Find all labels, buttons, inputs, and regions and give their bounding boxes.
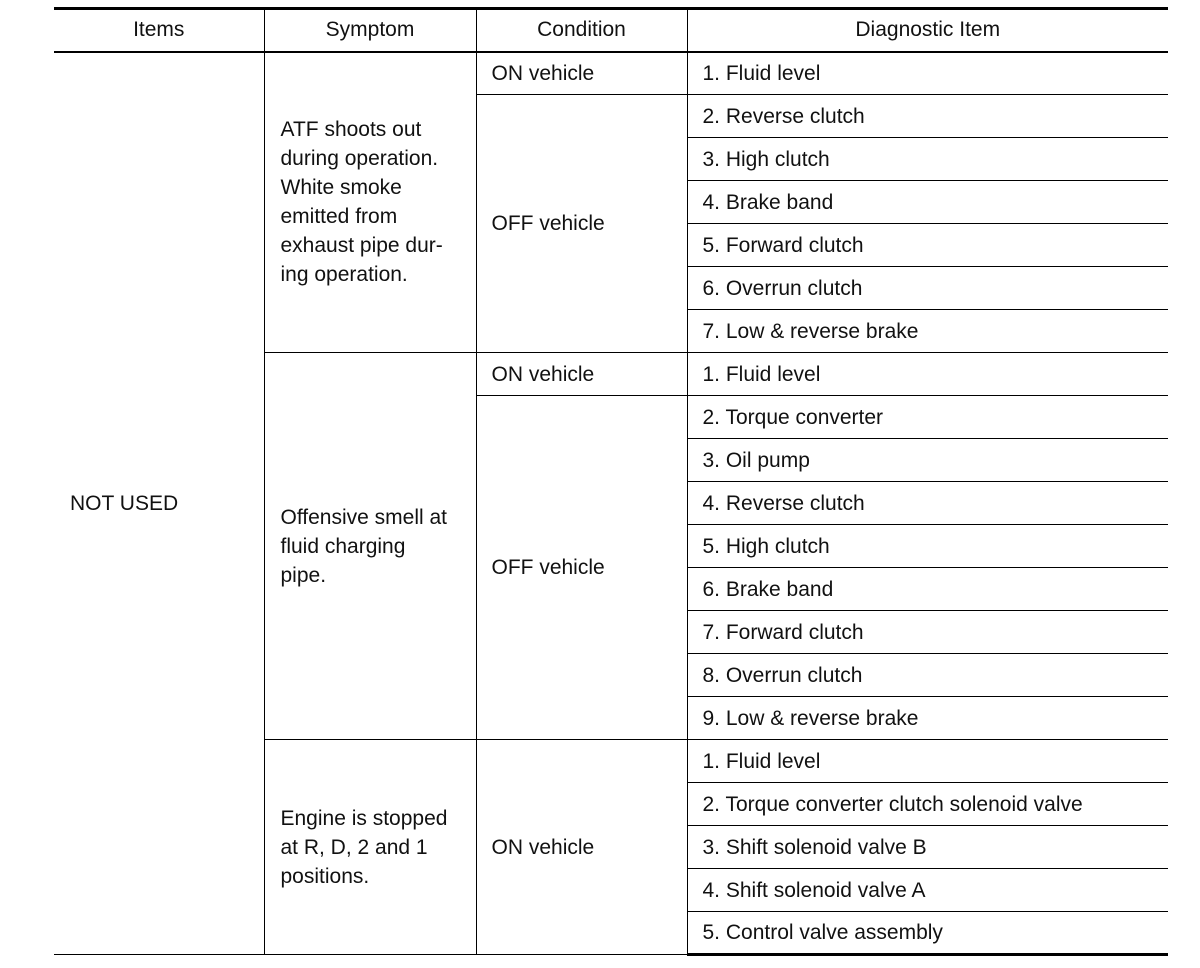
diagnostic-item-cell: 4. Brake band bbox=[687, 181, 1168, 224]
condition-cell: OFF vehicle bbox=[476, 396, 687, 740]
diagnostic-item-cell: 1. Fluid level bbox=[687, 740, 1168, 783]
table-header bbox=[54, 9, 1168, 52]
diagnostic-item-cell: 4. Shift solenoid valve A bbox=[687, 869, 1168, 912]
symptom-line: at R, D, 2 and 1 bbox=[280, 835, 428, 859]
diagnostic-item-cell: 3. High clutch bbox=[687, 138, 1168, 181]
symptom-line: Engine is stopped bbox=[280, 806, 448, 830]
symptom-line: positions. bbox=[280, 864, 370, 888]
symptom-line: Offensive smell at bbox=[280, 505, 448, 529]
diagnostic-item-cell: 5. Forward clutch bbox=[687, 224, 1168, 267]
diagnostic-item-cell: 1. Fluid level bbox=[687, 353, 1168, 396]
symptom-cell bbox=[264, 740, 476, 955]
condition-cell: ON vehicle bbox=[476, 353, 687, 396]
diagnostic-item-cell: 4. Reverse clutch bbox=[687, 482, 1168, 525]
diagnostic-item-cell: 9. Low & reverse brake bbox=[687, 697, 1168, 740]
diagnostic-item-cell: 6. Overrun clutch bbox=[687, 267, 1168, 310]
diagnostic-item-cell: 2. Torque converter clutch solenoid valve bbox=[687, 783, 1168, 826]
symptom-line: ing operation. bbox=[280, 263, 408, 287]
diagnostic-item-cell: 2. Torque converter bbox=[687, 396, 1168, 439]
condition-cell: OFF vehicle bbox=[476, 95, 687, 353]
diagnostic-item-cell: 8. Overrun clutch bbox=[687, 654, 1168, 697]
diagnostic-item-cell: 5. High clutch bbox=[687, 525, 1168, 568]
items-cell: NOT USED bbox=[54, 52, 264, 955]
header-symptom: Symptom bbox=[264, 9, 476, 52]
symptom-line: White smoke bbox=[280, 176, 402, 200]
symptom-line: pipe. bbox=[280, 563, 327, 587]
diagnostic-item-cell: 7. Low & reverse brake bbox=[687, 310, 1168, 353]
symptom-line: ATF shoots out bbox=[280, 118, 422, 142]
diagnostic-item-cell: 5. Control valve assembly bbox=[687, 912, 1168, 955]
diagnostic-table bbox=[54, 7, 1168, 956]
condition-cell: ON vehicle bbox=[476, 740, 687, 955]
symptom-line: exhaust pipe dur- bbox=[280, 234, 443, 258]
symptom-line: during operation. bbox=[280, 147, 439, 171]
symptom-line: fluid charging bbox=[280, 534, 406, 558]
diagnostic-item-cell: 2. Reverse clutch bbox=[687, 95, 1168, 138]
diagnostic-item-cell: 3. Shift solenoid valve B bbox=[687, 826, 1168, 869]
header-condition: Condition bbox=[476, 9, 687, 52]
diagnostic-item-cell: 7. Forward clutch bbox=[687, 611, 1168, 654]
diagnostic-table-container bbox=[54, 7, 1168, 956]
table-row bbox=[54, 52, 1168, 95]
header-items: Items bbox=[54, 9, 264, 52]
diagnostic-item-cell: 1. Fluid level bbox=[687, 52, 1168, 95]
header-diagnostic-item: Diagnostic Item bbox=[687, 9, 1168, 52]
table-body bbox=[54, 52, 1168, 955]
header-row bbox=[54, 9, 1168, 52]
diagnostic-item-cell: 6. Brake band bbox=[687, 568, 1168, 611]
symptom-cell bbox=[264, 52, 476, 353]
condition-cell: ON vehicle bbox=[476, 52, 687, 95]
symptom-cell bbox=[264, 353, 476, 740]
symptom-line: emitted from bbox=[280, 205, 398, 229]
diagnostic-item-cell: 3. Oil pump bbox=[687, 439, 1168, 482]
